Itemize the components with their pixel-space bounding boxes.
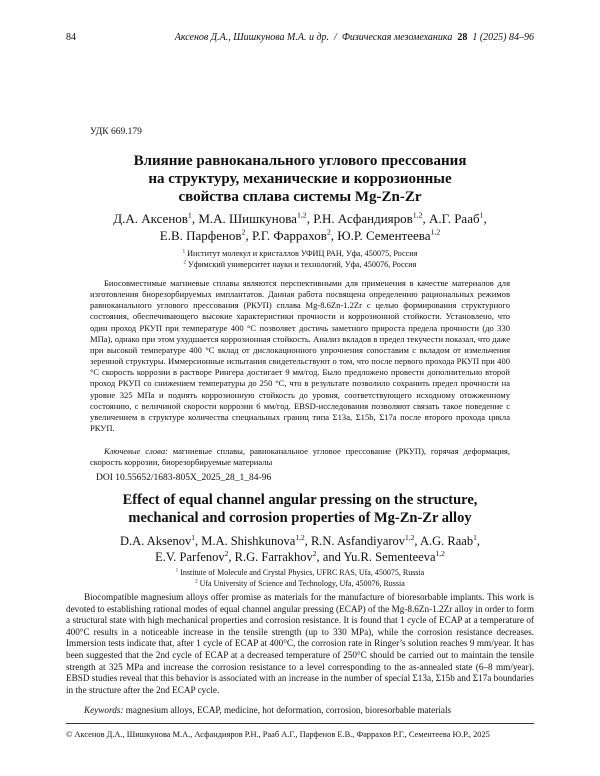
- authors-russian: [60, 210, 540, 244]
- keywords-russian: [90, 446, 510, 468]
- copyright-notice: © Аксенов Д.А., Шишкунова М.А., Асфандияров Р.Н., Рааб А.Г., Парфенов Е.В., Фаррахов Р.Г., Сементеева Ю.Р., 2025: [66, 730, 490, 739]
- author-name: А.Г. Рааб: [429, 211, 480, 226]
- author-affiliation-mark: 1,2: [295, 532, 305, 542]
- abstract-russian: Биосовместимые магниевые сплавы являются перспективными для применения в качестве материалов для изготовления биорезорбируемых имплантатов. Данная работа посвящена определению рациональных режимов равноканального углового прессования (РКУП) сплава Mg-8.6Zn-1.2Zr с целью формирования структурного состояния, обеспечивающего высокие характеристики прочности и коррозионной стойкости. Установлено, что один проход РКУП при температуре 400 °С позволяет достичь заметного прироста предела прочности (до 330 МПа), однако при этом ухудшается коррозионная стойкость. Анализ вкладов в предел текучести показал, что даже при высокой температуре 400 °С вклад от дислокационного упрочнения сопоставим с вкладом от измельчения зеренной структуры. Иммерсионные испытания свидетельствуют о том, что после первого прохода РКУП при 400 °С скорость коррозии в растворе Рингера достигает 9 мм/год. Было предложено провести дополнительно второй проход РКУП со снижением температуры до 250 °С, что в результате позволило сохранить предел прочности на уровне 325 МПа и поднять коррозионную стойкость до уровня, соответствующего исходному отожженному состоянию, с величиной скорости коррозии 6 мм/год. EBSD-исследования позволяют связать такое поведение с увеличением в структуре количества специальных границ типа Σ13а, Σ15b, Σ17а после второго прохода цикла РКУП.: [90, 278, 510, 434]
- author-affiliation-mark: 1,2: [430, 227, 441, 237]
- author-name: Е.В. Парфенов: [159, 228, 242, 243]
- title-line: на структуру, механические и коррозионные: [148, 171, 452, 187]
- footer-rule: [66, 723, 534, 724]
- affiliation-text: Уфимский университет науки и технологий, Уфа, 450076, Россия: [188, 260, 417, 269]
- author-affiliation-mark: 2: [312, 548, 317, 558]
- author-affiliation-mark: 1,2: [435, 548, 445, 558]
- author-affiliation-mark: 2: [241, 227, 246, 237]
- keywords-text: magnesium alloys, ECAP, medicine, hot deformation, corrosion, bioresorbable materials: [125, 705, 452, 715]
- author-affiliation-mark: 1: [191, 532, 195, 542]
- title-line: Effect of equal channel angular pressing on the structure,: [122, 492, 478, 508]
- authors-english: [60, 533, 540, 565]
- title-english: [60, 491, 540, 527]
- author-name: D.A. Aksenov: [120, 534, 192, 548]
- author-affiliation-mark: 1: [473, 532, 477, 542]
- author-name: M.A. Shishkunova: [201, 534, 296, 548]
- author-affiliation-mark: 1: [479, 210, 484, 220]
- journal-name: Физическая мезомеханика: [341, 32, 453, 43]
- affiliation-mark: 2: [195, 578, 198, 584]
- affiliation-mark: 2: [183, 260, 186, 266]
- author-name: Yu.R. Sementeeva: [343, 550, 436, 564]
- keywords-label: Keywords:: [84, 705, 124, 715]
- title-russian: [60, 152, 540, 206]
- author-name: М.А. Шишкунова: [198, 211, 297, 226]
- author-affiliation-mark: 1,2: [405, 532, 415, 542]
- journal-volume: 28: [457, 32, 468, 43]
- affiliation-text: Institute of Molecule and Crystal Physics, UFRC RAS, Ufa, 450075, Russia: [180, 568, 425, 577]
- affiliation: [60, 259, 540, 270]
- keywords-text: магниевые сплавы, равноканальное угловое прессование (РКУП), горячая деформация, скорость коррозии, биорезорбируемые материалы: [90, 446, 511, 468]
- running-authors: Аксенов Д.А., Шишкунова М.А. и др.: [174, 32, 330, 43]
- title-line: свойства сплава системы Mg-Zn-Zr: [178, 189, 422, 205]
- author-affiliation-mark: 2: [224, 548, 229, 558]
- author-line: Е.В. Парфенов$^2$, Р.Г. Фаррахов$^2$, Ю.Р. Сементеева$^{1,2}$: [159, 227, 441, 243]
- author-affiliation-mark: 1,2: [296, 210, 307, 220]
- affiliation: [60, 248, 540, 259]
- author-name: Ю.Р. Сементеева: [337, 228, 431, 243]
- affiliation-mark: 1: [175, 568, 179, 574]
- author-line: E.V. Parfenov$^2$, R.G. Farrakhov$^2$, and Yu.R. Sementeeva$^{1,2}$: [155, 548, 445, 564]
- author-affiliation-mark: 1,2: [412, 210, 423, 220]
- title-line: Влияние равноканального углового прессования: [133, 153, 467, 169]
- affiliation-text: Институт молекул и кристаллов УФИЦ РАН, Уфа, 450075, Россия: [187, 249, 418, 258]
- affiliation-text: Ufa University of Science and Technology, Ufa, 450076, Russia: [199, 578, 405, 588]
- author-affiliation-mark: 2: [326, 227, 331, 237]
- affiliations-english: [60, 568, 540, 589]
- author-line: D.A. Aksenov$^1$, M.A. Shishkunova$^{1,2}$, R.N. Asfandiyarov$^{1,2}$, A.G. Raab$^1$,: [120, 532, 480, 548]
- issue-year-pages: 1 (2025) 84–96: [472, 32, 534, 43]
- udc-code: УДК 669.179: [90, 127, 142, 137]
- keywords-label: Ключевые слова:: [104, 446, 168, 456]
- keywords-english: [66, 705, 534, 717]
- running-title: [175, 32, 534, 43]
- abstract-english: Biocompatible magnesium alloys offer promise as materials for the manufacture of bioresorbable implants. This work is devoted to establishing rational modes of equal channel angular pressing (ECAP) of the Mg-8.6Zn-1.2Zr alloy in order to form a structural state with high mechanical properties and corrosion resistance. It is found that 1 cycle of ECAP at a temperature of 400°C results in a noticeable increase in the tensile strength (up to 330 MPa), while the corrosion resistance decreases. Immersion tests indicate that, after 1 cycle of ECAP at 400°C, the corrosion rate in Ringer’s solution reaches 9 mm/year. It has been suggested that the 2nd cycle of ECAP at a decreased temperature of 250°C should be carried out to maintain the tensile strength at 325 MPa and increase the corrosion resistance to a level corresponding to the as-annealed state (6–8 mm/year). EBSD studies reveal that this behavior is associated with an increase in the number of special Σ13a, Σ15b and Σ17a boundaries in the structure after the 2nd ECAP cycle.: [66, 592, 534, 695]
- author-affiliation-mark: 1: [187, 210, 192, 220]
- running-separator: /: [334, 32, 337, 43]
- doi: DOI 10.55652/1683-805X_2025_28_1_84-96: [96, 473, 272, 483]
- affiliation: [60, 568, 540, 579]
- author-name: A.G. Raab: [419, 534, 474, 548]
- title-line: mechanical and corrosion properties of Mg-Zn-Zr alloy: [128, 510, 472, 526]
- affiliation: [60, 579, 540, 590]
- author-name: E.V. Parfenov: [155, 550, 225, 564]
- author-line: Д.А. Аксенов$^1$, М.А. Шишкунова$^{1,2}$, Р.Н. Асфандияров$^{1,2}$, А.Г. Рааб$^1$,: [113, 210, 487, 226]
- author-name: R.N. Asfandiyarov: [310, 534, 406, 548]
- author-name: R.G. Farrakhov: [234, 550, 313, 564]
- affiliations-russian: [60, 248, 540, 270]
- running-header: [66, 32, 534, 48]
- author-name: Р.Н. Асфандияров: [313, 211, 413, 226]
- page-number: 84: [66, 32, 76, 43]
- author-name: Р.Г. Фаррахов: [251, 228, 327, 243]
- author-name: Д.А. Аксенов: [113, 211, 188, 226]
- affiliation-mark: 1: [182, 249, 186, 255]
